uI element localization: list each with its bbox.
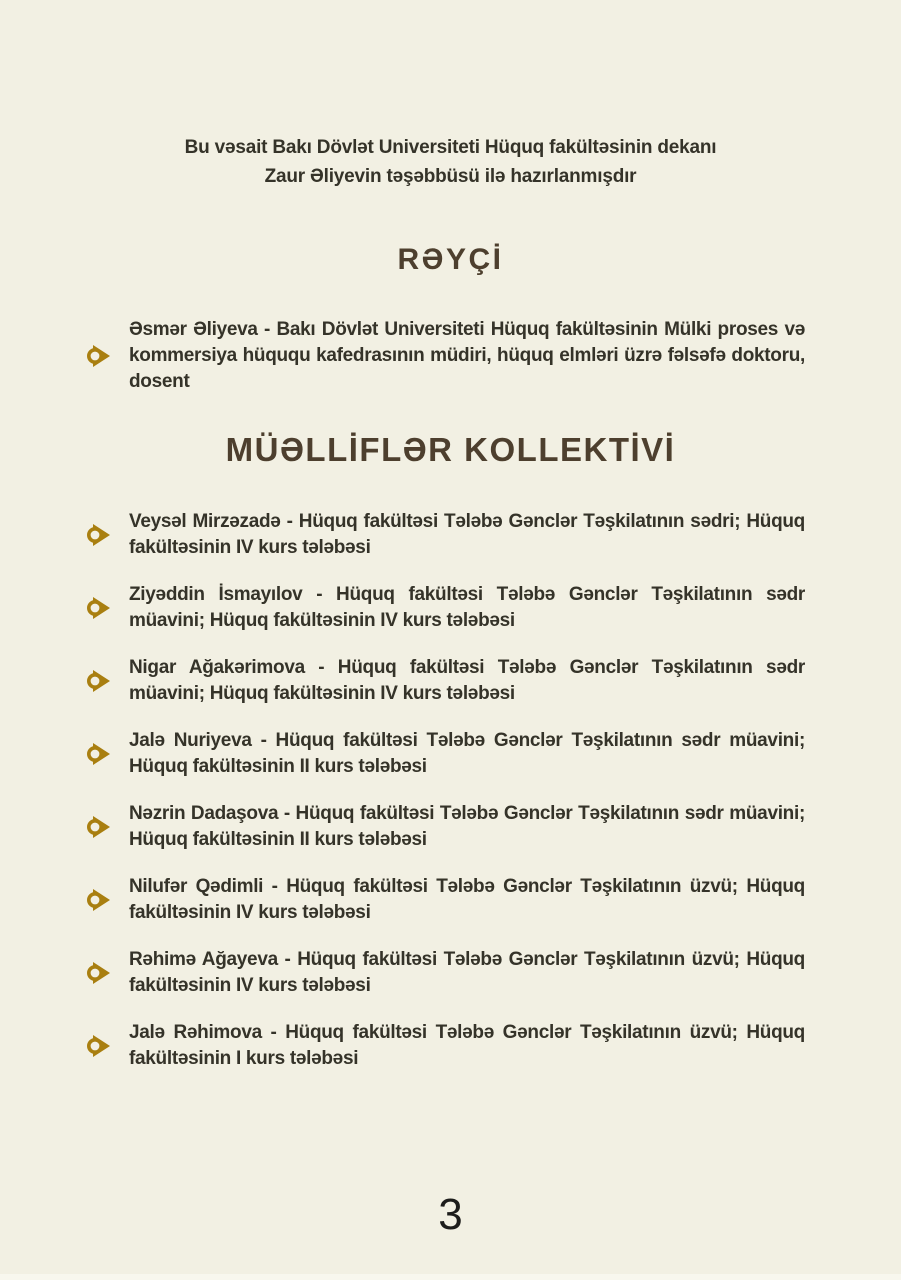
ring-arrow-bullet-icon [86,668,112,694]
section-heading-authors: MÜƏLLİFLƏR KOLLEKTİVİ [225,431,676,468]
intro-line-2: Zaur Əliyevin təşəbbüsü ilə hazırlanmışdır [264,165,637,187]
author-item-text: Ziyəddin İsmayılov - Hüquq fakültəsi Tələbə Gənclər Təşkilatının sədr müavini; Hüquq fakültəsinin IV kurs tələbəsi [129,584,805,631]
author-list-item [0,801,901,853]
ring-arrow-bullet-icon [86,343,112,369]
author-item-text: Jalə Rəhimova - Hüquq fakültəsi Tələbə Gənclər Təşkilatının üzvü; Hüquq fakültəsinin I kurs tələbəsi [129,1022,805,1069]
page-bottom-edge [0,1274,901,1280]
intro-note [0,0,901,191]
section-heading-reviewer: RƏYÇİ [397,243,504,276]
ring-arrow-bullet-icon [86,595,112,621]
author-list-item [0,1020,901,1072]
author-item-text: Nilufər Qədimli - Hüquq fakültəsi Tələbə Gənclər Təşkilatının üzvü; Hüquq fakültəsinin IV kurs tələbəsi [129,876,805,923]
author-list-item [0,582,901,634]
author-item-text: Nəzrin Dadaşova - Hüquq fakültəsi Tələbə Gənclər Təşkilatının sədr müavini; Hüquq fakültəsinin II kurs tələbəsi [129,803,805,850]
author-item-text: Rəhimə Ağayeva - Hüquq fakültəsi Tələbə Gənclər Təşkilatının üzvü; Hüquq fakültəsinin IV kurs tələbəsi [129,949,805,996]
author-item-text: Veysəl Mirzəzadə - Hüquq fakültəsi Tələbə Gənclər Təşkilatının sədri; Hüquq fakültəsinin IV kurs tələbəsi [129,511,805,558]
ring-arrow-bullet-icon [86,887,112,913]
ring-arrow-bullet-icon [86,522,112,548]
author-list-item [0,509,901,561]
author-list-item [0,728,901,780]
author-item-text: Nigar Ağakərimova - Hüquq fakültəsi Tələbə Gənclər Təşkilatının sədr müavini; Hüquq fakültəsinin IV kurs tələbəsi [129,657,805,704]
reviewer-list-item [0,317,901,395]
ring-arrow-bullet-icon [86,960,112,986]
authors-list [0,509,901,1072]
reviewer-item-text: Əsmər Əliyeva - Bakı Dövlət Universiteti Hüquq fakültəsinin Mülki proses və kommersiya hüququ kafedrasının müdiri, hüquq elmləri üzrə fəlsəfə doktoru, dosent [129,319,805,392]
author-list-item [0,947,901,999]
author-list-item [0,655,901,707]
page-number: 3 [438,1190,463,1239]
author-item-text: Jalə Nuriyeva - Hüquq fakültəsi Tələbə Gənclər Təşkilatının sədr müavini; Hüquq fakültəsinin II kurs tələbəsi [129,730,805,777]
ring-arrow-bullet-icon [86,1033,112,1059]
ring-arrow-bullet-icon [86,741,112,767]
ring-arrow-bullet-icon [86,814,112,840]
intro-line-1: Bu vəsait Bakı Dövlət Universiteti Hüquq fakültəsinin dekanı [184,137,717,158]
author-list-item [0,874,901,926]
